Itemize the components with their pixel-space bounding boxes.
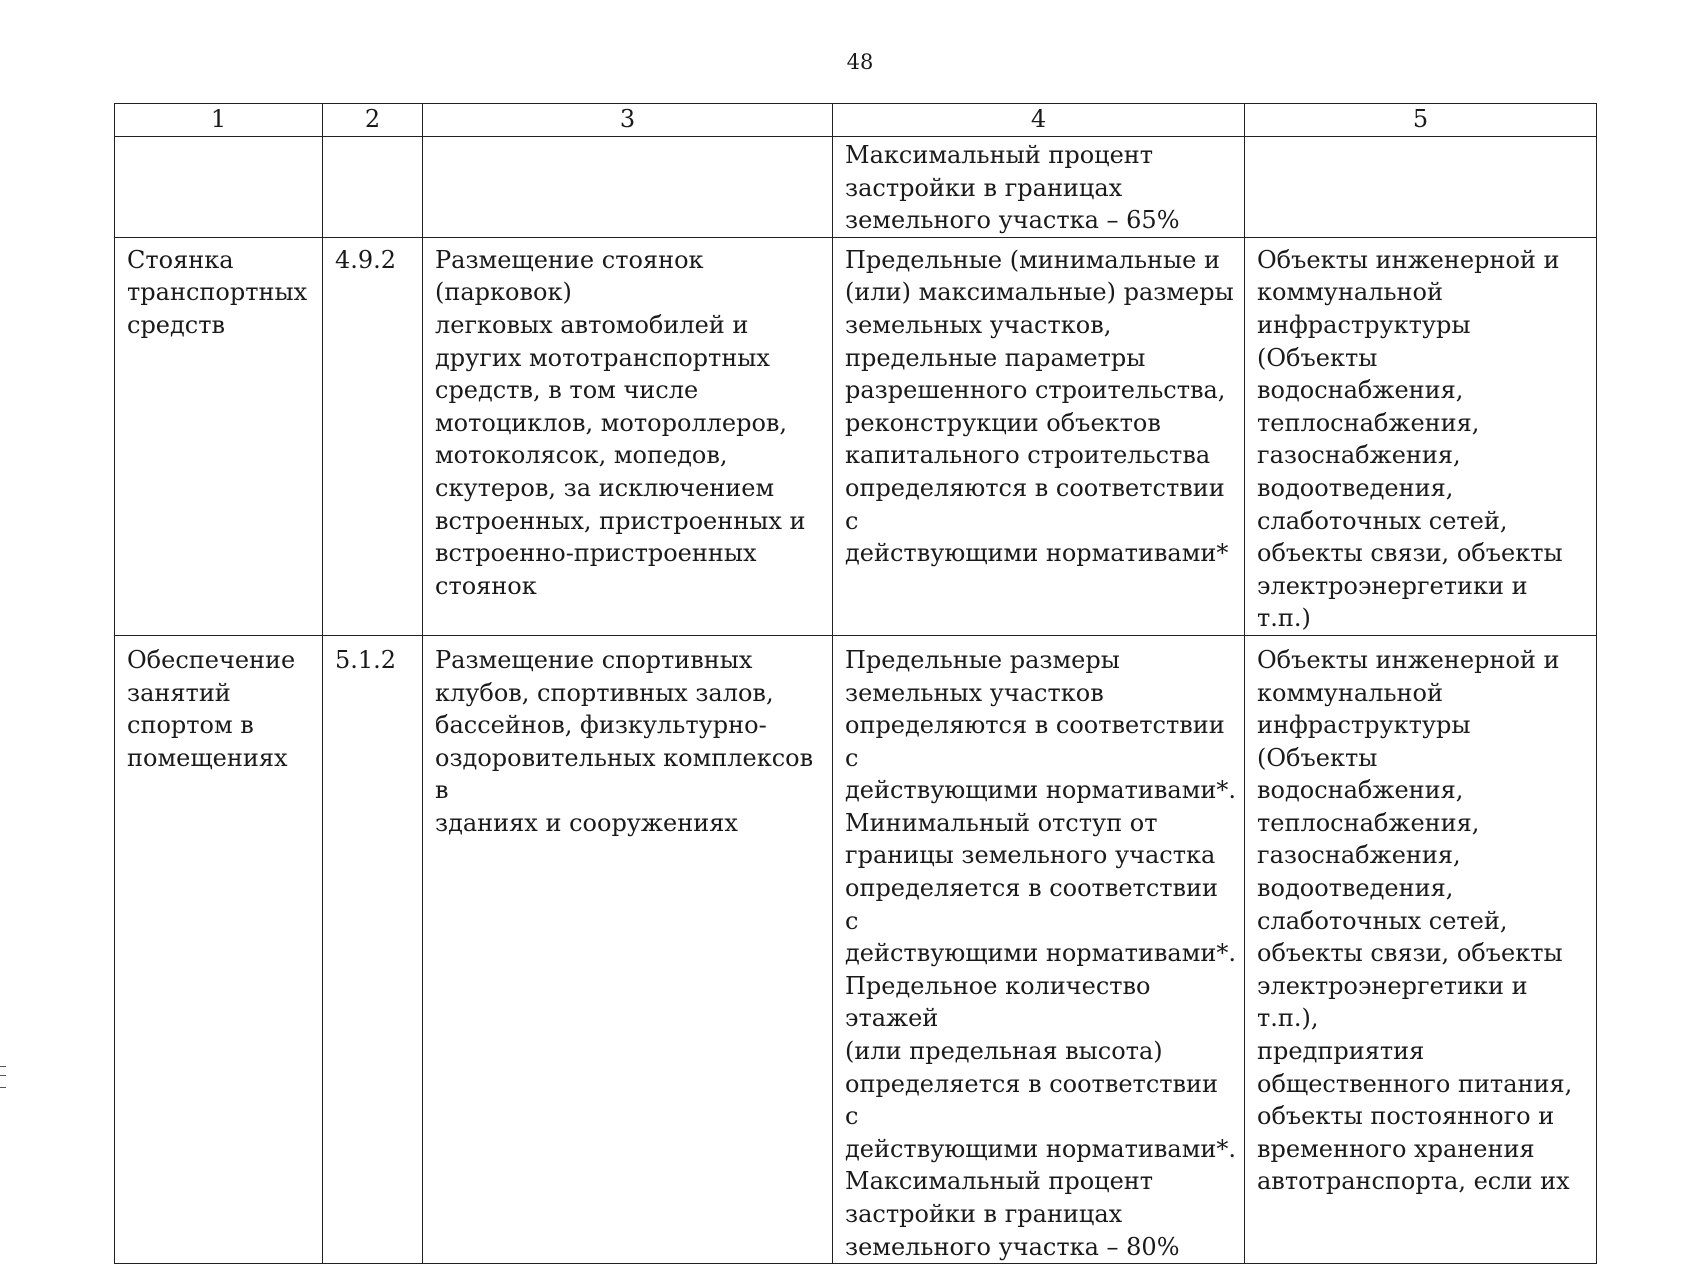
table-row	[115, 137, 1597, 238]
cell-use-description	[423, 635, 833, 1263]
table-row	[115, 237, 1597, 635]
cell-text: Максимальный процент застройки в границах земельного участка – 65%	[845, 141, 1180, 235]
cell-text: Обеспечение занятий спортом в помещениях	[127, 645, 296, 772]
column-header-2: 2	[323, 104, 423, 137]
cell-use-name	[115, 137, 323, 238]
cell-use-name	[115, 635, 323, 1263]
cell-text: Предельные (минимальные и (или) максимальные) размеры земельных участков, предельные параметры разрешенного строительства, реконструкции объектов капитального строительства определяются в соответствии с действующими нормативами*	[845, 245, 1234, 568]
cell-text: Размещение спортивных клубов, спортивных залов, бассейнов, физкультурно- оздоровительных комплексов в зданиях и сооружениях	[435, 645, 814, 837]
cell-parameters	[833, 635, 1245, 1263]
cell-auxiliary-uses	[1245, 237, 1597, 635]
table-header-row	[115, 104, 1597, 137]
scan-edge-mark	[0, 1066, 6, 1088]
cell-text: Объекты инженерной и коммунальной инфраструктуры (Объекты водоснабжения, теплоснабжения, газоснабжения, водоотведения, слаботочных сетей, объекты связи, объекты электроэнергетики и т.п.), предприятия общественного питания, объекты постоянного и временного хранения автотранспорта, если их	[1257, 645, 1573, 1196]
cell-use-code	[323, 237, 423, 635]
cell-parameters	[833, 237, 1245, 635]
cell-text: Предельные размеры земельных участков определяются в соответствии с действующими нормативами*. Минимальный отступ от границы земельного участка определяется в соответствии с действующими нормативами*. Предельное количество этажей (или предельная высота) определяется в соответствии с действующими нормативами*. Максимальный процент застройки в границах земельного участка – 80%	[845, 645, 1236, 1261]
cell-auxiliary-uses	[1245, 137, 1597, 238]
regulations-table	[114, 103, 1597, 1264]
table-row	[115, 635, 1597, 1263]
column-header-1: 1	[115, 104, 323, 137]
cell-auxiliary-uses	[1245, 635, 1597, 1263]
cell-text: 4.9.2	[335, 245, 397, 274]
column-header-3: 3	[423, 104, 833, 137]
cell-use-code	[323, 635, 423, 1263]
page-number: 48	[846, 50, 874, 74]
cell-text: 5.1.2	[335, 645, 397, 674]
cell-text: Размещение стоянок (парковок) легковых автомобилей и других мототранспортных средств, в том числе мотоциклов, мотороллеров, мотоколясок, мопедов, скутеров, за исключением встроенных, пристроенных и встроенно-пристроенных стоянок	[435, 245, 806, 600]
cell-use-code	[323, 137, 423, 238]
cell-use-description	[423, 237, 833, 635]
cell-parameters	[833, 137, 1245, 238]
cell-use-name	[115, 237, 323, 635]
cell-use-description	[423, 137, 833, 238]
cell-text: Стоянка транспортных средств	[127, 245, 308, 339]
column-header-4: 4	[833, 104, 1245, 137]
cell-text: Объекты инженерной и коммунальной инфраструктуры (Объекты водоснабжения, теплоснабжения, газоснабжения, водоотведения, слаботочных сетей, объекты связи, объекты электроэнергетики и т.п.)	[1257, 245, 1563, 633]
column-header-5: 5	[1245, 104, 1597, 137]
